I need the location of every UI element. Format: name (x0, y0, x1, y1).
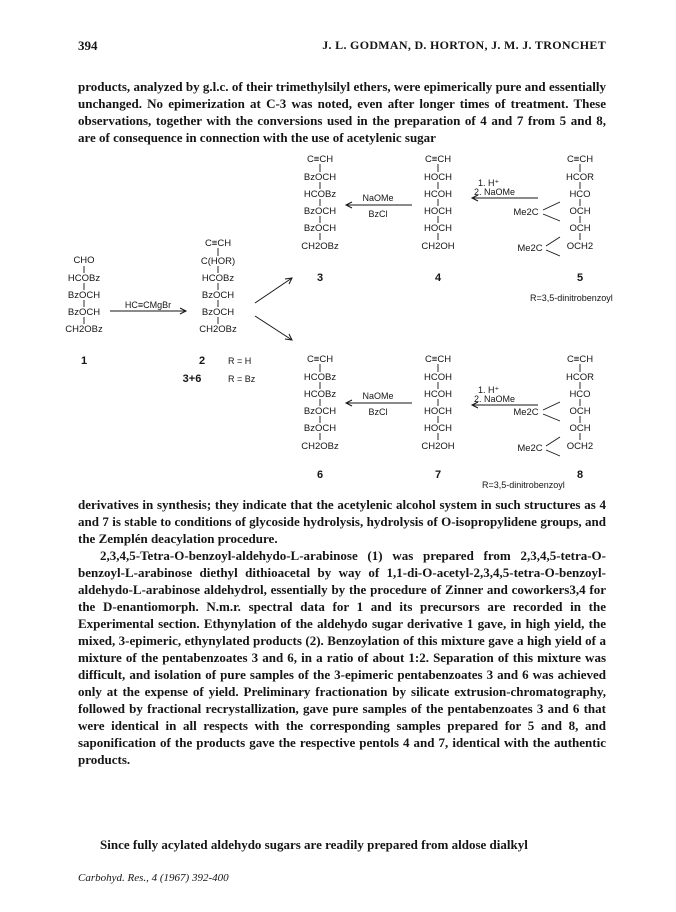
footer-citation: Carbohyd. Res., 4 (1967) 392-400 (78, 872, 229, 884)
c8-me2c-1: Me2C (513, 407, 539, 418)
reagent-h-bottom: 1. H⁺ (478, 385, 500, 395)
reagent-naome-bottom: NaOMe (362, 391, 394, 401)
c2-line-3: HCOBz (201, 273, 235, 284)
reagent-bzcl-top: BzCl (368, 209, 388, 219)
c7-line-5: HOCH (424, 423, 452, 434)
c3-line-3: HCOBz (303, 189, 337, 200)
c3-line-2: BzOCH (303, 172, 337, 183)
c4-line-3: HCOH (424, 189, 452, 200)
r-definition-bottom: R=3,5-dinitrobenzoyl (482, 480, 565, 490)
c6-line-1: C≡CH (306, 354, 334, 365)
compound-1-number: 1 (80, 355, 88, 367)
compound-2-number: 2 (198, 355, 206, 367)
c8-me2c-2: Me2C (517, 443, 543, 454)
c8-line-1: C≡CH (566, 354, 594, 365)
c3-line-4: BzOCH (303, 206, 337, 217)
c7-line-6: CH2OH (421, 441, 455, 452)
c1-line-3: BzOCH (67, 290, 101, 301)
compound-3-6-r-def: R = Bz (228, 374, 256, 384)
c5-line-3: HCO (569, 189, 591, 200)
compound-3-number: 3 (316, 272, 324, 284)
c6-line-4: BzOCH (303, 406, 337, 417)
c3-line-1: C≡CH (306, 154, 334, 165)
c3-line-6: CH2OBz (301, 241, 339, 252)
c2-line-2: C(HOR) (200, 256, 236, 267)
reagent-h-top: 1. H⁺ (478, 178, 500, 188)
compound-4-number: 4 (434, 272, 442, 284)
c4-line-1: C≡CH (424, 154, 452, 165)
paragraph-top: products, analyzed by g.l.c. of their trimethylsilyl ethers, were epimerically pure and essentially unchanged. No epimerization at C-3 was noted, even after longer times of treatment. These observations, together with the conversions used in the preparation of 4 and 7 from 5 and 8, are of consequence in connection with the use of acetylenic sugar (78, 79, 606, 145)
c7-line-3: HCOH (424, 389, 452, 400)
c2-line-6: CH2OBz (199, 324, 237, 335)
c4-line-2: HOCH (424, 172, 452, 183)
compound-8-number: 8 (576, 469, 584, 481)
paragraph-continuation: derivatives in synthesis; they indicate that the acetylenic alcohol system in such structures as 4 and 7 is stable to conditions of glycoside hydrolysis, hydrolysis of O-isopropylidene groups, and the Zemplén deacylation procedure. (78, 497, 606, 546)
c5-line-5: OCH (569, 223, 591, 234)
compound-6-number: 6 (316, 469, 324, 481)
reagent-naome-top: NaOMe (362, 193, 394, 203)
c8-line-2: HCOR (566, 372, 594, 383)
reagent-grignard: HC≡CMgBr (124, 300, 172, 310)
compound-5-number: 5 (576, 272, 584, 284)
c4-line-4: HOCH (424, 206, 452, 217)
c5-line-1: C≡CH (566, 154, 594, 165)
c8-line-4: OCH (569, 406, 591, 417)
c6-line-2: HCOBz (303, 372, 337, 383)
compound-7-number: 7 (434, 469, 442, 481)
reagent-naome2-top: 2. NaOMe (474, 187, 516, 197)
c6-line-3: HCOBz (303, 389, 337, 400)
c5-line-4: OCH (569, 206, 591, 217)
c4-line-5: HOCH (424, 223, 452, 234)
c6-line-6: CH2OBz (301, 441, 339, 452)
c1-line-4: BzOCH (67, 307, 101, 318)
c5-me2c-1: Me2C (513, 207, 539, 218)
compound-3-6-label: 3+6 (182, 373, 202, 385)
r-definition-top: R=3,5-dinitrobenzoyl (530, 293, 613, 303)
c4-line-6: CH2OH (421, 241, 455, 252)
compound-2-r-def: R = H (228, 356, 252, 366)
c8-line-3: HCO (569, 389, 591, 400)
paragraph-preparation: 2,3,4,5-Tetra-O-benzoyl-aldehydo-L-arabinose (1) was prepared from 2,3,4,5-tetra-O-benzoyl-L-arabinose diethyl dithioacetal by way of 1,1-di-O-acetyl-2,3,4,5-tetra-O-benzoyl-aldehydo-L-arabinose aldehydrol, essentially by the procedure of Zinner and coworkers3,4 for the D-enantiomorph. N.m.r. spectral data for 1 and its precursors are recorded in the Experimental section. Ethynylation of the aldehydo sugar derivative 1 gave, in high yield, the mixed, 3-epimeric, ethynylated products (2). Benzoylation of this mixture gave a high yield of a mixture of the pentabenzoates 3 and 6, in a ratio of about 1:2. Separation of this mixture was difficult, and isolation of pure samples of the 3-epimeric pentabenzoates 3 and 6 was achieved only at the expense of yield. Preliminary fractionation by silicate extrusion-chromatography, followed by fractional recrystallization, gave pure samples of the pentabenzoates 3 and 6 that were identical in all respects with the corresponding samples prepared for 5 and 8, and saponification of the products gave the respective pentols 4 and 7, identical with the authentic products. (78, 548, 606, 767)
c3-line-5: BzOCH (303, 223, 337, 234)
reaction-scheme-svg (60, 150, 616, 490)
c1-line-2: HCOBz (67, 273, 101, 284)
c8-line-5: OCH (569, 423, 591, 434)
page-number: 394 (78, 38, 98, 53)
c5-line-6: OCH2 (566, 241, 594, 252)
c1-line-1: CHO (73, 255, 95, 266)
c5-me2c-2: Me2C (517, 243, 543, 254)
page-header (78, 38, 606, 56)
c8-line-6: OCH2 (566, 441, 594, 452)
c6-line-5: BzOCH (303, 423, 337, 434)
c2-line-4: BzOCH (201, 290, 235, 301)
c5-line-2: HCOR (566, 172, 594, 183)
c1-line-5: CH2OBz (65, 324, 103, 335)
running-head: J. L. GODMAN, D. HORTON, J. M. J. TRONCHET (322, 38, 606, 52)
reagent-naome2-bottom: 2. NaOMe (474, 394, 516, 404)
c7-line-4: HOCH (424, 406, 452, 417)
c2-line-1: C≡CH (204, 238, 232, 249)
paragraph-since: Since fully acylated aldehydo sugars are readily prepared from aldose dialkyl (100, 837, 528, 852)
reagent-bzcl-bottom: BzCl (368, 407, 388, 417)
c7-line-1: C≡CH (424, 354, 452, 365)
c7-line-2: HCOH (424, 372, 452, 383)
c2-line-5: BzOCH (201, 307, 235, 318)
reaction-scheme (60, 150, 616, 490)
